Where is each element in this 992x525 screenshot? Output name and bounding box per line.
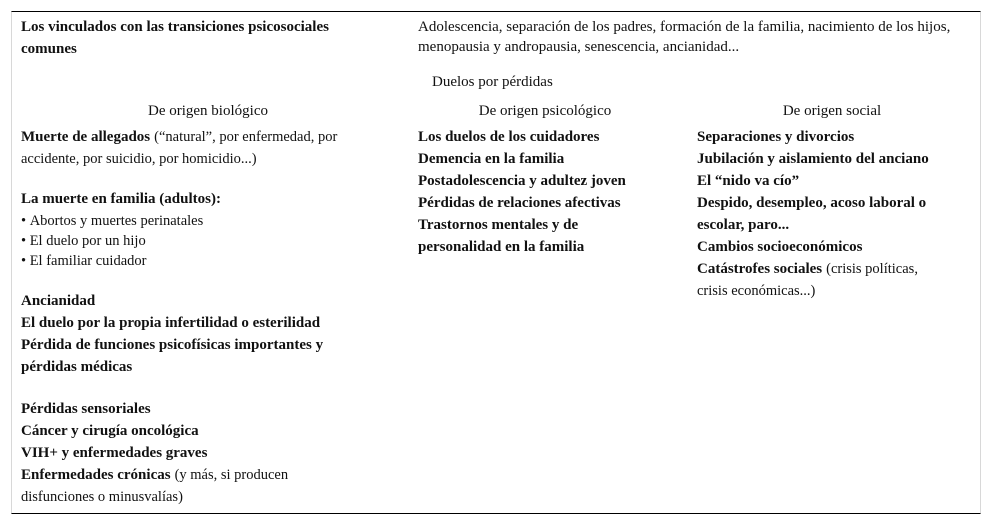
list-item: Separaciones y divorcios [697,129,855,145]
group-perdidas-sensoriales [21,398,366,508]
list-item: Ancianidad [21,293,96,309]
group-ancianidad [21,290,366,378]
enfermedades-cronicas-detail: (y más, si producen disfunciones o minusvalías) [21,467,289,505]
header-social: De origen social [782,103,882,119]
list-item: Pérdidas de relaciones afectivas [418,195,621,211]
list-item: El duelo por la propia infertilidad o esterilidad [21,315,321,331]
list-item: Pérdida de funciones psicofísicas importantes y pérdidas médicas [21,337,324,375]
list-item: Jubilación y aislamiento del anciano [697,151,929,167]
list-item: Los duelos de los cuidadores [418,129,600,145]
list-item: Cambios socioeconómicos [697,239,863,255]
header-psicologico: De origen psicológico [478,103,612,119]
header-biologico: De origen biológico [148,103,268,119]
muerte-familia-title: La muerte en familia (adultos): [21,191,221,207]
transiciones-label: Los vinculados con las transiciones psicosociales comunes [21,19,329,57]
list-item: Despido, desempleo, acoso laboral o escolar, paro... [697,195,927,233]
muerte-allegados-title: Muerte de allegados [21,129,151,145]
muerte-allegados-item [21,126,381,170]
list-item: VIH+ y enfermedades graves [21,445,208,461]
list-item: Pérdidas sensoriales [21,401,151,417]
psicologico-list [418,126,648,258]
list-item: Trastornos mentales y de personalidad en la familia [418,217,585,255]
enfermedades-cronicas-item [21,464,321,508]
muerte-allegados-detail: (“natural”, por enfermedad, por accidente, por suicidio, por homicidio...) [21,129,338,167]
social-list [697,126,957,302]
list-item: Postadolescencia y adultez joven [418,173,626,189]
list-item: • Abortos y muertes perinatales [21,211,203,231]
catastrofes-sociales-detail: (crisis políticas, crisis económicas...) [697,261,918,299]
list-item: • El familiar cuidador [21,251,203,271]
muerte-familia-list [21,211,203,271]
list-item: • El duelo por un hijo [21,231,203,251]
catastrofes-sociales-item [697,258,947,302]
duelos-title: Duelos por pérdidas [432,74,553,90]
transiciones-description: Adolescencia, separación de los padres, formación de la familia, nacimiento de los hijos, menopausia y andropausia, senescencia, ancianidad... [418,19,951,55]
enfermedades-cronicas-title: Enfermedades crónicas [21,467,171,483]
catastrofes-sociales-title: Catástrofes sociales [697,261,823,277]
list-item: Demencia en la familia [418,151,565,167]
list-item: Cáncer y cirugía oncológica [21,423,199,439]
list-item: El “nido va cío” [697,173,800,189]
